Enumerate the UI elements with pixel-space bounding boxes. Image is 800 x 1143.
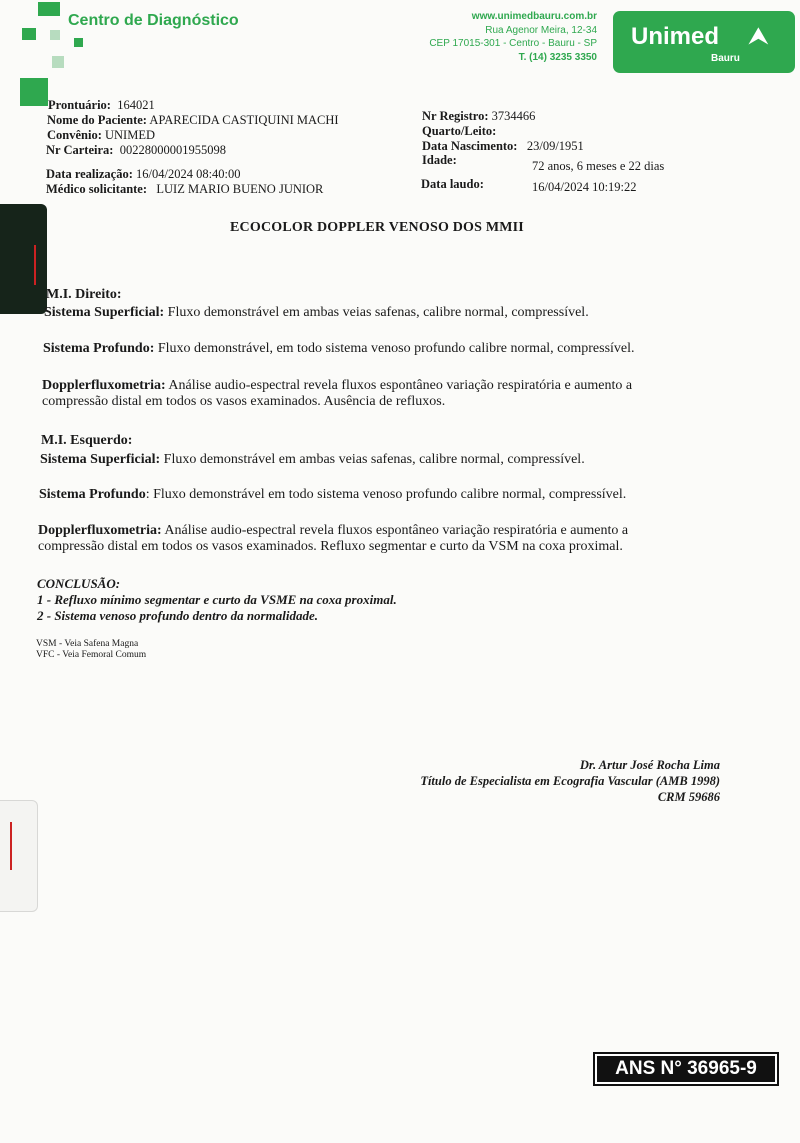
- esquerdo-profundo: Sistema Profundo: Fluxo demonstrável em todo sistema venoso profundo calibre normal, compressível.: [39, 487, 627, 502]
- nascimento-value: 23/09/1951: [526, 139, 584, 153]
- clip-mark: [34, 245, 36, 285]
- conclusao-item: 2 - Sistema venoso profundo dentro da normalidade.: [37, 608, 318, 623]
- info-nascimento: Data Nascimento: 23/09/1951: [422, 139, 584, 153]
- info-registro: Nr Registro: 3734466: [422, 109, 536, 123]
- phone: T. (14) 3235 3350: [518, 51, 597, 63]
- esquerdo-superficial: Sistema Superficial: Fluxo demonstrável em ambas veias safenas, calibre normal, compressível.: [40, 452, 585, 467]
- data-realizacao-value: 16/04/2024 08:40:00: [136, 167, 241, 181]
- logo-square-icon: [52, 56, 64, 68]
- clinic-address: [429, 10, 597, 64]
- info-nome: Nome do Paciente: APARECIDA CASTIQUINI MACHI: [47, 113, 339, 127]
- clip-mark: [10, 822, 12, 870]
- nome-value: APARECIDA CASTIQUINI MACHI: [149, 113, 339, 127]
- info-idade-label: Idade:: [422, 153, 457, 167]
- direito-profundo: Sistema Profundo: Fluxo demonstrável, em todo sistema venoso profundo calibre normal, compressível.: [43, 341, 635, 356]
- street-address: Rua Agenor Meira, 12-34: [485, 24, 597, 36]
- binder-clip: [0, 800, 38, 912]
- direito-doppler: Dopplerfluxometria: Análise audio-espectral revela fluxos espontâneo variação respiratória e aumento a compressão distal em todos os vasos examinados. Ausência de refluxos.: [42, 378, 633, 409]
- direito-heading: M.I. Direito:: [46, 287, 122, 302]
- registro-value: 3734466: [491, 109, 536, 123]
- abbreviation-legend: [36, 639, 146, 661]
- brand-name: Unimed: [631, 23, 720, 50]
- prontuario-value: 164021: [117, 98, 155, 112]
- legend-vfc: VFC - Veia Femoral Comum: [36, 650, 147, 660]
- website-link[interactable]: www.unimedbauru.com.br: [471, 11, 597, 22]
- logo-square-icon: [22, 28, 36, 40]
- report-title: ECOCOLOR DOPPLER VENOSO DOS MMII: [230, 220, 524, 235]
- carteira-value: 00228000001955098: [119, 143, 226, 157]
- esquerdo-doppler: Dopplerfluxometria: Análise audio-espectral revela fluxos espontâneo variação respiratória e aumento a compressão distal em todos os vasos examinados. Refluxo segmentar e curto da VSM na coxa proximal.: [38, 523, 629, 554]
- clinic-name: Centro de Diagnóstico: [68, 12, 239, 29]
- logo-square-icon: [50, 30, 60, 40]
- ans-badge: ANS N° 36965-9: [593, 1052, 779, 1086]
- unimed-logo: [613, 11, 795, 73]
- info-carteira: Nr Carteira: 00228000001955098: [46, 143, 226, 157]
- brand-city: Bauru: [711, 53, 740, 64]
- legend-vsm: VSM - Veia Safena Magna: [36, 639, 139, 649]
- doctor-title: Título de Especialista em Ecografia Vascular (AMB 1998): [420, 774, 720, 788]
- info-medico: Médico solicitante: LUIZ MARIO BUENO JUNIOR: [46, 182, 324, 196]
- cep-line: CEP 17015-301 - Centro - Bauru - SP: [429, 38, 597, 49]
- binder-clip: [0, 204, 47, 314]
- signature-block: [420, 757, 720, 805]
- conclusao-heading: CONCLUSÃO:: [37, 576, 121, 591]
- unimed-tree-icon: ⮝: [749, 23, 768, 48]
- doctor-name: Dr. Artur José Rocha Lima: [579, 758, 720, 772]
- info-convenio: Convênio: UNIMED: [47, 128, 155, 142]
- idade-value: 72 anos, 6 meses e 22 dias: [532, 159, 665, 173]
- logo-square-icon: [74, 38, 83, 47]
- info-prontuario: Prontuário: 164021: [48, 98, 155, 112]
- medico-value: LUIZ MARIO BUENO JUNIOR: [156, 182, 324, 196]
- laudo-value: 16/04/2024 10:19:22: [532, 180, 637, 194]
- direito-superficial: Sistema Superficial: Fluxo demonstrável em ambas veias safenas, calibre normal, compressível.: [44, 305, 589, 320]
- logo-square-icon: [20, 78, 48, 106]
- conclusao-item: 1 - Refluxo mínimo segmentar e curto da VSME na coxa proximal.: [37, 592, 397, 607]
- logo-square-icon: [38, 2, 60, 16]
- esquerdo-heading: M.I. Esquerdo:: [41, 433, 133, 448]
- conclusao: [37, 576, 397, 624]
- doctor-crm: CRM 59686: [657, 790, 720, 804]
- convenio-value: UNIMED: [105, 128, 155, 142]
- info-laudo-label: Data laudo:: [421, 177, 484, 191]
- info-data-realizacao: Data realização: 16/04/2024 08:40:00: [46, 167, 241, 181]
- info-quarto: Quarto/Leito:: [422, 124, 497, 138]
